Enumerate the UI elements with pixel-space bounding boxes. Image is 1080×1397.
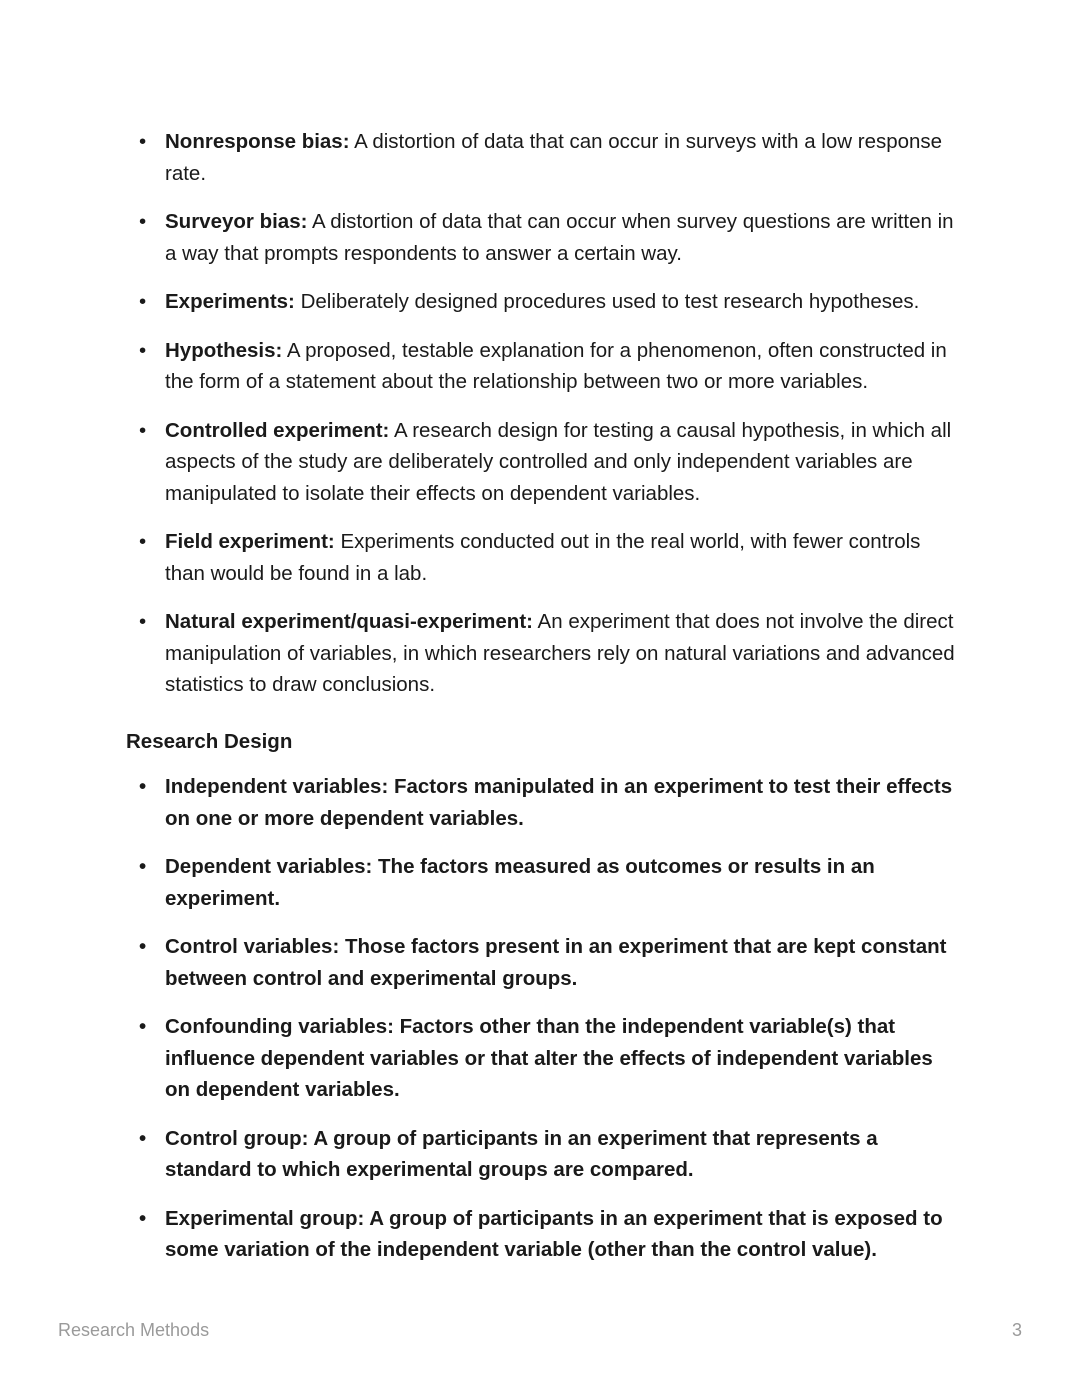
bullet-icon: • <box>139 855 147 878</box>
list-item <box>126 335 960 398</box>
list-item <box>126 606 960 701</box>
list-item <box>126 415 960 510</box>
bullet-icon: • <box>139 338 147 362</box>
definitions-list-biases-experiments <box>126 126 960 701</box>
definition-text: A distortion of data that can occur when survey questions are written in a way that prompts respondents to answer a certain way. <box>165 210 954 265</box>
definition-text: The factors measured as outcomes or results in an experiment. <box>165 855 875 910</box>
term-label: Experiments: <box>165 290 295 313</box>
term-label: Controlled experiment: <box>165 418 390 442</box>
term-label: Natural experiment/quasi-experiment: <box>165 610 533 633</box>
term-label: Nonresponse bias: <box>165 130 350 153</box>
list-item <box>126 931 960 994</box>
definition-text: Factors manipulated in an experiment to test their effects on one or more dependent variables. <box>165 775 953 830</box>
definition-text: A group of participants in an experiment that represents a standard to which experimental groups are compared. <box>165 1126 878 1181</box>
list-item <box>126 851 960 914</box>
definition-text: An experiment that does not involve the direct manipulation of variables, in which researchers rely on natural variations and advanced statistics to draw conclusions. <box>165 610 955 696</box>
bullet-icon: • <box>139 130 147 153</box>
definition-text: Experiments conducted out in the real world, with fewer controls than would be found in a lab. <box>165 530 921 585</box>
term-label: Confounding variables: <box>165 1015 394 1038</box>
definition-text: A distortion of data that can occur in surveys with a low response rate. <box>165 130 943 185</box>
term-label: Hypothesis: <box>165 338 283 362</box>
term-label: Dependent variables: <box>165 855 373 878</box>
definition-text: A proposed, testable explanation for a phenomenon, often constructed in the form of a statement about the relationship between two or more variables. <box>165 338 947 393</box>
bullet-icon: • <box>139 1206 147 1230</box>
list-item <box>126 126 960 189</box>
bullet-icon: • <box>139 610 147 633</box>
term-label: Surveyor bias: <box>165 210 308 233</box>
definitions-list-research-design <box>126 771 960 1266</box>
list-item <box>126 1203 960 1266</box>
list-item <box>126 206 960 269</box>
bullet-icon: • <box>139 530 147 553</box>
term-label: Control group: <box>165 1126 309 1150</box>
term-label: Independent variables: <box>165 775 389 798</box>
bullet-icon: • <box>139 935 147 958</box>
definition-text: A group of participants in an experiment that is exposed to some variation of the independent variable (other than the control value). <box>165 1206 943 1261</box>
section-heading-research-design: Research Design <box>126 729 293 753</box>
page-content <box>126 126 960 1266</box>
bullet-icon: • <box>139 1126 147 1150</box>
list-item <box>126 771 960 834</box>
definition-text: Those factors present in an experiment that are kept constant between control and experimental groups. <box>165 935 947 990</box>
footer-page-number: 3 <box>1011 1320 1022 1340</box>
term-label: Control variables: <box>165 935 340 958</box>
bullet-icon: • <box>139 210 147 233</box>
list-item <box>126 1123 960 1186</box>
footer-document-title: Research Methods <box>58 1320 210 1340</box>
list-item <box>126 526 960 589</box>
bullet-icon: • <box>139 290 147 313</box>
bullet-icon: • <box>139 1015 147 1038</box>
bullet-icon: • <box>139 418 147 442</box>
bullet-icon: • <box>139 775 147 798</box>
page-footer <box>58 1317 1022 1343</box>
definition-text: Factors other than the independent variable(s) that influence dependent variables or that alter the effects of independent variables on dependent variables. <box>165 1015 933 1101</box>
section-spacer <box>126 701 960 726</box>
list-item <box>126 286 960 318</box>
definition-text: Deliberately designed procedures used to test research hypotheses. <box>294 290 920 313</box>
list-item <box>126 1011 960 1106</box>
definition-text: A research design for testing a causal hypothesis, in which all aspects of the study are deliberately controlled and only independent variables are manipulated to isolate their effects on dependent variables. <box>165 418 952 505</box>
term-label: Field experiment: <box>165 530 335 553</box>
term-label: Experimental group: <box>165 1206 365 1230</box>
